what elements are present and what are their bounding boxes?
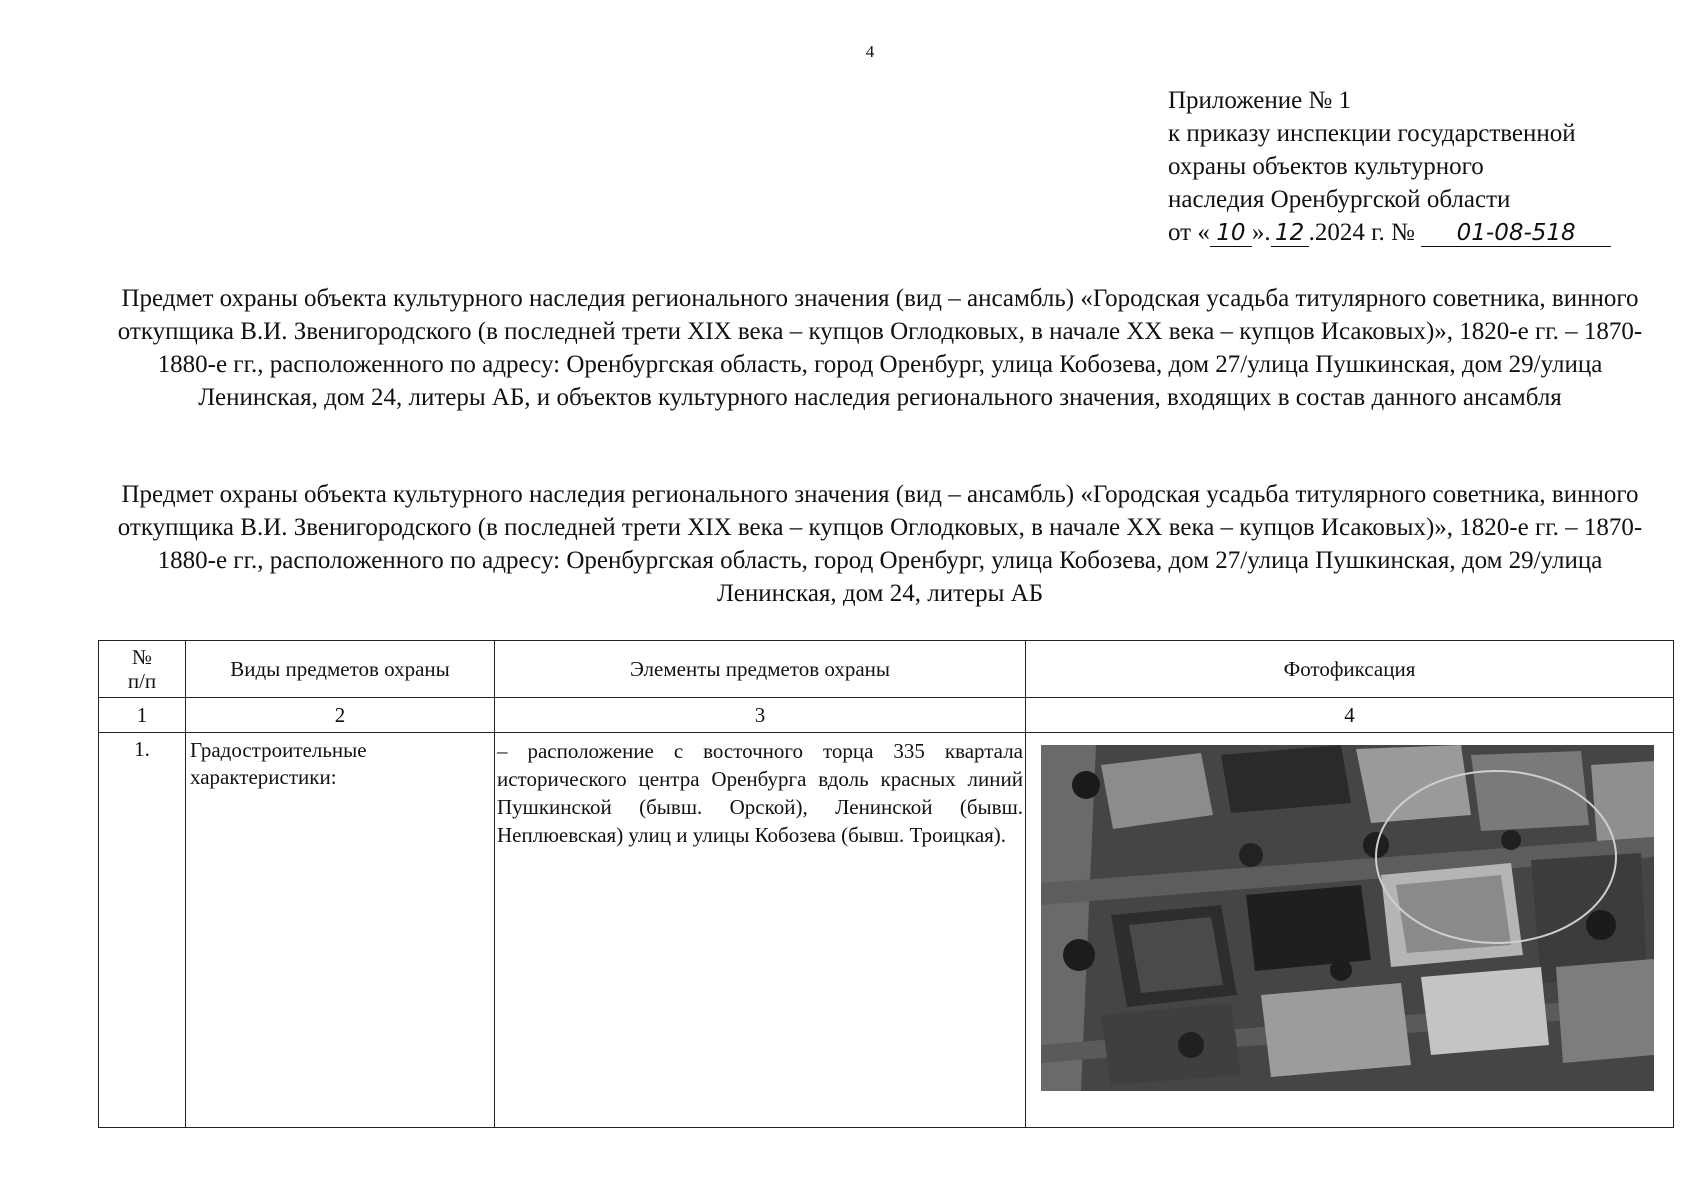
column-number-2: 2	[186, 698, 495, 733]
table-header-row	[99, 641, 1674, 698]
document-heading-estate: Предмет охраны объекта культурного наследия регионального значения (вид – ансамбль) «Городская усадьба титулярного советника, винного откупщика В.И. Звенигородского (в последней трети XIX века – купцов Оглодковых, в начале XX века – купцов Исаковых)», 1820-е гг. – 1870-1880-е гг., расположенного по адресу: Оренбургская область, город Оренбург, улица Кобозева, дом 27/улица Пушкинская, дом 29/улица Ленинская, дом 24, литеры АБ	[117, 481, 1643, 607]
appendix-block	[1168, 84, 1668, 249]
column-number-1: 1	[99, 698, 186, 733]
row-number: 1.	[99, 733, 186, 1128]
handwritten-order-number: 01-08-518	[1421, 220, 1611, 247]
header-photo: Фотофиксация	[1026, 641, 1674, 698]
header-number	[99, 641, 186, 698]
handwritten-month: 12	[1271, 220, 1309, 247]
handwritten-day: 10	[1210, 220, 1252, 247]
appendix-line-2: к приказу инспекции государственной	[1168, 120, 1576, 147]
table-row	[99, 733, 1674, 1128]
page-number: 4	[865, 42, 875, 61]
header-number-abbr: п/п	[127, 669, 157, 693]
aerial-photo	[1041, 745, 1654, 1091]
header-protection-types: Виды предметов охраны	[186, 641, 495, 698]
protection-table	[98, 640, 1674, 1128]
header-number-sign: №	[131, 645, 153, 669]
appendix-line-3: охраны объектов культурного	[1168, 153, 1484, 180]
date-mid: ».	[1251, 219, 1271, 246]
column-number-row	[99, 698, 1674, 733]
header-protection-elements: Элементы предметов охраны	[495, 641, 1026, 698]
column-number-4: 4	[1026, 698, 1674, 733]
appendix-title: Приложение № 1	[1168, 87, 1352, 114]
date-suffix: .2024 г. №	[1308, 219, 1415, 246]
column-number-3: 3	[495, 698, 1026, 733]
document-heading-ensemble: Предмет охраны объекта культурного наследия регионального значения (вид – ансамбль) «Городская усадьба титулярного советника, винного откупщика В.И. Звенигородского (в последней трети XIX века – купцов Оглодковых, в начале XX века – купцов Исаковых)», 1820-е гг. – 1870-1880-е гг., расположенного по адресу: Оренбургская область, город Оренбург, улица Кобозева, дом 27/улица Пушкинская, дом 29/улица Ленинская, дом 24, литеры АБ, и объектов культурного наследия регионального значения, входящих в состав данного ансамбля	[117, 285, 1643, 411]
row-photo-cell	[1026, 733, 1674, 1128]
row-protection-type: Градостроительные характеристики:	[186, 733, 495, 1128]
row-protection-elements: – расположение с восточного торца 335 квартала исторического центра Оренбурга вдоль красных линий Пушкинской (бывш. Орской), Ленинской (бывш. Неплюевская) улиц и улицы Кобозева (бывш. Троицкая).	[495, 733, 1026, 1128]
appendix-line-4: наследия Оренбургской области	[1168, 186, 1511, 213]
appendix-date-line	[1168, 216, 1668, 249]
date-prefix: от «	[1168, 219, 1210, 246]
